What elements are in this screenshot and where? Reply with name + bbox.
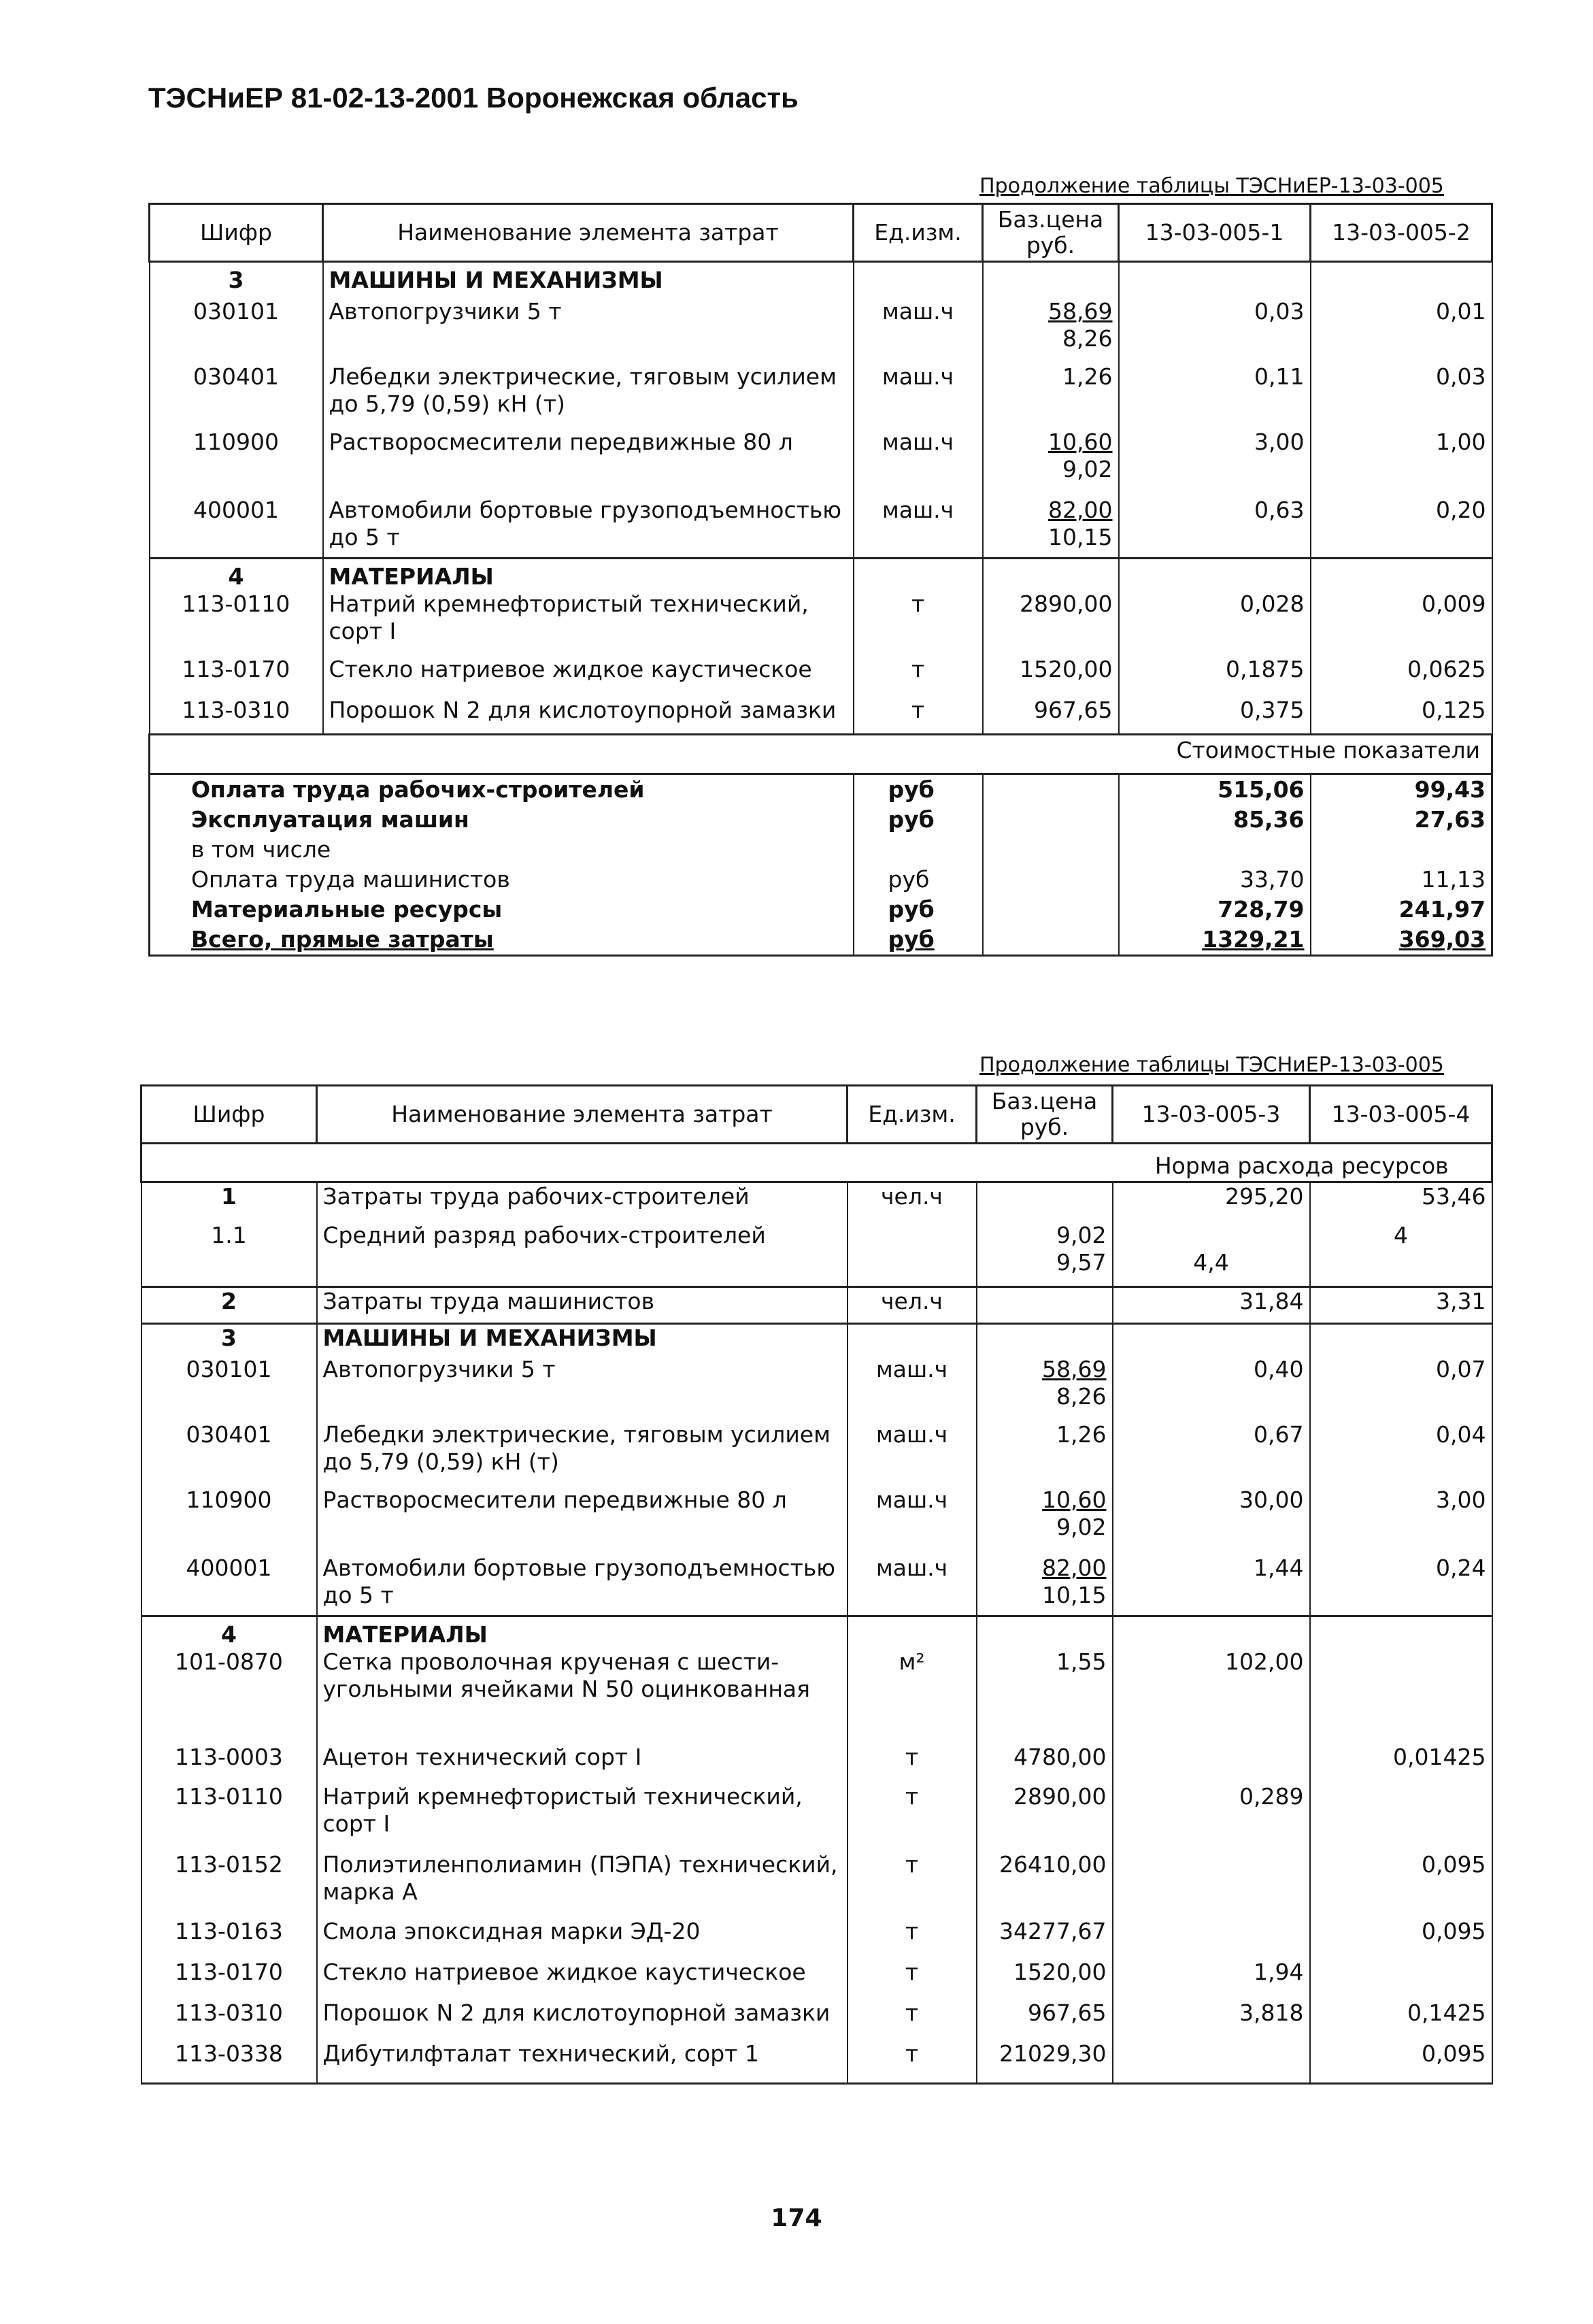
row-value-b: 0,1425 xyxy=(1310,1999,1492,2040)
row-price: 58,69 8,26 xyxy=(983,294,1119,363)
row-unit: т xyxy=(854,591,983,656)
row-code: 101-0870 xyxy=(141,1648,317,1744)
section-code: 3 xyxy=(141,1324,317,1352)
row-code: 113-0163 xyxy=(141,1918,317,1959)
row-unit: маш.ч xyxy=(854,294,983,363)
row-name: Автопогрузчики 5 т xyxy=(323,294,854,363)
row-value-b xyxy=(1310,1648,1492,1744)
table-row xyxy=(141,1352,1492,1421)
row-name: Растворосмесители передвижные 80 л xyxy=(323,429,854,497)
table-row xyxy=(150,697,1492,735)
row-name: Автомобили бортовые грузоподъемностью до 5 т xyxy=(317,1555,848,1616)
row-value-b: 53,46 xyxy=(1310,1182,1492,1222)
row-name: Порошок N 2 для кислотоупорной замазки xyxy=(317,1999,848,2040)
row-price: 26410,00 xyxy=(977,1851,1113,1918)
cost-indicators-band xyxy=(150,735,1492,774)
table-row xyxy=(141,1648,1492,1744)
cost-row xyxy=(150,865,1492,895)
row-unit: т xyxy=(848,2040,977,2084)
row-value-b: 0,03 xyxy=(1311,363,1492,429)
table-row xyxy=(141,1783,1492,1851)
row-name: Дибутилфталат технический, сорт 1 xyxy=(317,2040,848,2084)
col-a-header: 13-03-005-3 xyxy=(1113,1086,1310,1144)
cost-unit: руб xyxy=(854,805,983,835)
row-name: Затраты труда рабочих-строителей xyxy=(317,1182,848,1222)
table-row xyxy=(150,497,1492,558)
row-code: 400001 xyxy=(141,1555,317,1616)
table-row xyxy=(141,1918,1492,1959)
row-unit: маш.ч xyxy=(848,1555,977,1616)
row-value-a: 4,4 xyxy=(1113,1222,1310,1287)
row-value-b: 0,0625 xyxy=(1311,656,1492,697)
table1-header xyxy=(150,204,1492,262)
row-unit: т xyxy=(848,1918,977,1959)
section-name: МАТЕРИАЛЫ xyxy=(323,558,854,591)
table-row xyxy=(141,1851,1492,1918)
cost-row xyxy=(150,805,1492,835)
row-value-b: 0,095 xyxy=(1310,1851,1492,1918)
row-name: Лебедки электрические, тяговым усилием до 5,79 (0,59) кН (т) xyxy=(323,363,854,429)
table-row xyxy=(141,1487,1492,1555)
row-value-a: 0,03 xyxy=(1119,294,1311,363)
row-name: Затраты труда машинистов xyxy=(317,1287,848,1324)
table2 xyxy=(140,1084,1493,2085)
col-unit-header: Ед.изм. xyxy=(848,1086,977,1144)
row-value-a: 0,028 xyxy=(1119,591,1311,656)
row-name: Автомобили бортовые грузоподъемностью до 5 т xyxy=(323,497,854,558)
table1-continuation: Продолжение таблицы ТЭСНиЕР-13-03-005 xyxy=(979,174,1444,198)
row-name: Лебедки электрические, тяговым усилием до 5,79 (0,59) кН (т) xyxy=(317,1421,848,1487)
row-unit: т xyxy=(848,1744,977,1783)
row-value-a: 0,67 xyxy=(1113,1421,1310,1487)
norm-band xyxy=(141,1144,1492,1182)
row-name: Автопогрузчики 5 т xyxy=(317,1352,848,1421)
table-row xyxy=(141,1421,1492,1487)
row-unit: маш.ч xyxy=(848,1352,977,1421)
row-code: 110900 xyxy=(150,429,323,497)
row-code: 030101 xyxy=(150,294,323,363)
cost-value-b: 241,97 xyxy=(1311,895,1492,925)
cost-value-a: 85,36 xyxy=(1119,805,1311,835)
row-code: 2 xyxy=(141,1287,317,1324)
col-name-header: Наименование элемента затрат xyxy=(323,204,854,262)
row-unit: т xyxy=(854,697,983,735)
cost-name: Всего, прямые затраты xyxy=(150,925,854,956)
row-unit: маш.ч xyxy=(854,497,983,558)
table-row xyxy=(141,1222,1492,1287)
row-value-b: 0,095 xyxy=(1310,1918,1492,1959)
cost-value-a: 515,06 xyxy=(1119,774,1311,806)
row-value-b: 0,095 xyxy=(1310,2040,1492,2084)
cost-unit: руб xyxy=(854,865,983,895)
row-value-b xyxy=(1310,1959,1492,1999)
section-code: 4 xyxy=(150,558,323,591)
table-row xyxy=(150,656,1492,697)
row-value-a: 0,1875 xyxy=(1119,656,1311,697)
section-row xyxy=(141,1324,1492,1352)
row-value-a: 3,00 xyxy=(1119,429,1311,497)
cost-value-b: 99,43 xyxy=(1311,774,1492,806)
row-price: 4780,00 xyxy=(977,1744,1113,1783)
col-price-header: Баз.цена руб. xyxy=(983,204,1119,262)
row-price: 1520,00 xyxy=(983,656,1119,697)
section-row xyxy=(150,262,1492,295)
row-value-a: 0,40 xyxy=(1113,1352,1310,1421)
section-code: 4 xyxy=(141,1616,317,1648)
row-code: 113-0338 xyxy=(141,2040,317,2084)
row-value-b xyxy=(1310,1783,1492,1851)
cost-name: в том числе xyxy=(150,835,854,865)
table-row xyxy=(141,1182,1492,1222)
cost-value-b: 11,13 xyxy=(1311,865,1492,895)
row-name: Сетка проволочная крученая с шести- угольными ячейками N 50 оцинкованная xyxy=(317,1648,848,1744)
norm-label: Норма расхода ресурсов xyxy=(1113,1144,1492,1182)
page-number: 174 xyxy=(771,2204,822,2232)
row-unit: маш.ч xyxy=(848,1487,977,1555)
row-code: 113-0003 xyxy=(141,1744,317,1783)
row-price: 9,02 9,57 xyxy=(977,1222,1113,1287)
row-value-a: 0,375 xyxy=(1119,697,1311,735)
row-unit: маш.ч xyxy=(854,429,983,497)
row-value-b: 0,20 xyxy=(1311,497,1492,558)
row-code: 400001 xyxy=(150,497,323,558)
row-unit: т xyxy=(848,1783,977,1851)
row-code: 030401 xyxy=(141,1421,317,1487)
cost-name: Эксплуатация машин xyxy=(150,805,854,835)
row-value-b: 3,00 xyxy=(1310,1487,1492,1555)
cost-value-a: 728,79 xyxy=(1119,895,1311,925)
row-value-a: 31,84 xyxy=(1113,1287,1310,1324)
row-unit: маш.ч xyxy=(848,1421,977,1487)
row-code: 113-0170 xyxy=(141,1959,317,1999)
row-value-a xyxy=(1113,1918,1310,1959)
cost-row xyxy=(150,835,1492,865)
row-value-a: 295,20 xyxy=(1113,1182,1310,1222)
section-name: МАШИНЫ И МЕХАНИЗМЫ xyxy=(323,262,854,295)
col-code-header: Шифр xyxy=(141,1086,317,1144)
row-unit: чел.ч xyxy=(848,1287,977,1324)
row-code: 113-0152 xyxy=(141,1851,317,1918)
col-b-header: 13-03-005-2 xyxy=(1311,204,1492,262)
row-value-b: 0,01 xyxy=(1311,294,1492,363)
row-price: 34277,67 xyxy=(977,1918,1113,1959)
row-name: Ацетон технический сорт I xyxy=(317,1744,848,1783)
row-code: 1.1 xyxy=(141,1222,317,1287)
row-code: 030101 xyxy=(141,1352,317,1421)
table-row xyxy=(150,294,1492,363)
cost-value-b: 27,63 xyxy=(1311,805,1492,835)
row-price: 10,60 9,02 xyxy=(983,429,1119,497)
cost-name: Материальные ресурсы xyxy=(150,895,854,925)
row-name: Смола эпоксидная марки ЭД-20 xyxy=(317,1918,848,1959)
row-price: 2890,00 xyxy=(977,1783,1113,1851)
row-code: 113-0110 xyxy=(141,1783,317,1851)
document-title: ТЭСНиЕР 81-02-13-2001 Воронежская область xyxy=(148,82,799,114)
cost-unit: руб xyxy=(854,895,983,925)
section-code: 3 xyxy=(150,262,323,295)
row-price: 21029,30 xyxy=(977,2040,1113,2084)
row-value-b: 0,24 xyxy=(1310,1555,1492,1616)
row-value-b: 0,07 xyxy=(1310,1352,1492,1421)
row-value-b: 4 xyxy=(1310,1222,1492,1287)
cost-name: Оплата труда рабочих-строителей xyxy=(150,774,854,806)
row-code: 1 xyxy=(141,1182,317,1222)
row-value-a: 0,289 xyxy=(1113,1783,1310,1851)
row-name: Растворосмесители передвижные 80 л xyxy=(317,1487,848,1555)
cost-indicators-label: Стоимостные показатели xyxy=(150,735,1492,774)
col-b-header: 13-03-005-4 xyxy=(1310,1086,1492,1144)
row-name: Натрий кремнефтористый технический, сорт I xyxy=(323,591,854,656)
row-name: Порошок N 2 для кислотоупорной замазки xyxy=(323,697,854,735)
col-unit-header: Ед.изм. xyxy=(854,204,983,262)
col-name-header: Наименование элемента затрат xyxy=(317,1086,848,1144)
col-a-header: 13-03-005-1 xyxy=(1119,204,1311,262)
row-price: 2890,00 xyxy=(983,591,1119,656)
cost-name: Оплата труда машинистов xyxy=(150,865,854,895)
row-value-b: 1,00 xyxy=(1311,429,1492,497)
cost-row xyxy=(150,774,1492,806)
row-name: Стекло натриевое жидкое каустическое xyxy=(317,1959,848,1999)
cost-unit: руб xyxy=(854,774,983,806)
cost-value-a: 33,70 xyxy=(1119,865,1311,895)
row-value-b: 0,04 xyxy=(1310,1421,1492,1487)
table-row xyxy=(141,1959,1492,1999)
table-row xyxy=(150,363,1492,429)
row-value-a xyxy=(1113,2040,1310,2084)
col-price-header: Баз.цена руб. xyxy=(977,1086,1113,1144)
row-price: 1520,00 xyxy=(977,1959,1113,1999)
row-unit: маш.ч xyxy=(854,363,983,429)
row-code: 113-0170 xyxy=(150,656,323,697)
row-unit: т xyxy=(848,1999,977,2040)
table-row xyxy=(150,591,1492,656)
section-name: МАТЕРИАЛЫ xyxy=(317,1616,848,1648)
section-name: МАШИНЫ И МЕХАНИЗМЫ xyxy=(317,1324,848,1352)
row-value-a xyxy=(1113,1851,1310,1918)
table-row xyxy=(141,1287,1492,1324)
cost-row xyxy=(150,925,1492,956)
row-code: 110900 xyxy=(141,1487,317,1555)
cost-value-b: 369,03 xyxy=(1311,925,1492,956)
row-name: Натрий кремнефтористый технический, сорт I xyxy=(317,1783,848,1851)
col-code-header: Шифр xyxy=(150,204,323,262)
row-value-a: 1,94 xyxy=(1113,1959,1310,1999)
row-code: 030401 xyxy=(150,363,323,429)
row-code: 113-0310 xyxy=(141,1999,317,2040)
row-price: 1,26 xyxy=(977,1421,1113,1487)
row-price: 1,55 xyxy=(977,1648,1113,1744)
cost-unit: руб xyxy=(854,925,983,956)
row-price: 82,00 10,15 xyxy=(977,1555,1113,1616)
row-value-a: 0,11 xyxy=(1119,363,1311,429)
row-name: Средний разряд рабочих-строителей xyxy=(317,1222,848,1287)
cost-row xyxy=(150,895,1492,925)
row-price: 82,00 10,15 xyxy=(983,497,1119,558)
row-price: 1,26 xyxy=(983,363,1119,429)
table1 xyxy=(148,203,1493,957)
section-row xyxy=(141,1616,1492,1648)
table-row xyxy=(141,1744,1492,1783)
row-price: 967,65 xyxy=(977,1999,1113,2040)
row-unit: чел.ч xyxy=(848,1182,977,1222)
row-value-a xyxy=(1113,1744,1310,1783)
table2-continuation: Продолжение таблицы ТЭСНиЕР-13-03-005 xyxy=(979,1053,1444,1077)
table-row xyxy=(141,2040,1492,2084)
row-unit: т xyxy=(848,1959,977,1999)
row-value-a: 102,00 xyxy=(1113,1648,1310,1744)
row-code: 113-0310 xyxy=(150,697,323,735)
row-value-a: 30,00 xyxy=(1113,1487,1310,1555)
row-value-b: 0,009 xyxy=(1311,591,1492,656)
table-row xyxy=(141,1999,1492,2040)
table2-header xyxy=(141,1086,1492,1144)
section-row xyxy=(150,558,1492,591)
row-unit: т xyxy=(854,656,983,697)
cost-value-a: 1329,21 xyxy=(1119,925,1311,956)
row-price: 58,69 8,26 xyxy=(977,1352,1113,1421)
row-price: 967,65 xyxy=(983,697,1119,735)
row-name: Полиэтиленполиамин (ПЭПА) технический, марка А xyxy=(317,1851,848,1918)
row-price: 10,60 9,02 xyxy=(977,1487,1113,1555)
table-row xyxy=(141,1555,1492,1616)
row-unit: м² xyxy=(848,1648,977,1744)
row-value-a: 3,818 xyxy=(1113,1999,1310,2040)
row-code: 113-0110 xyxy=(150,591,323,656)
row-unit: т xyxy=(848,1851,977,1918)
row-value-b: 3,31 xyxy=(1310,1287,1492,1324)
row-value-b: 0,125 xyxy=(1311,697,1492,735)
row-name: Стекло натриевое жидкое каустическое xyxy=(323,656,854,697)
row-value-a: 1,44 xyxy=(1113,1555,1310,1616)
row-value-b: 0,01425 xyxy=(1310,1744,1492,1783)
row-value-a: 0,63 xyxy=(1119,497,1311,558)
table-row xyxy=(150,429,1492,497)
